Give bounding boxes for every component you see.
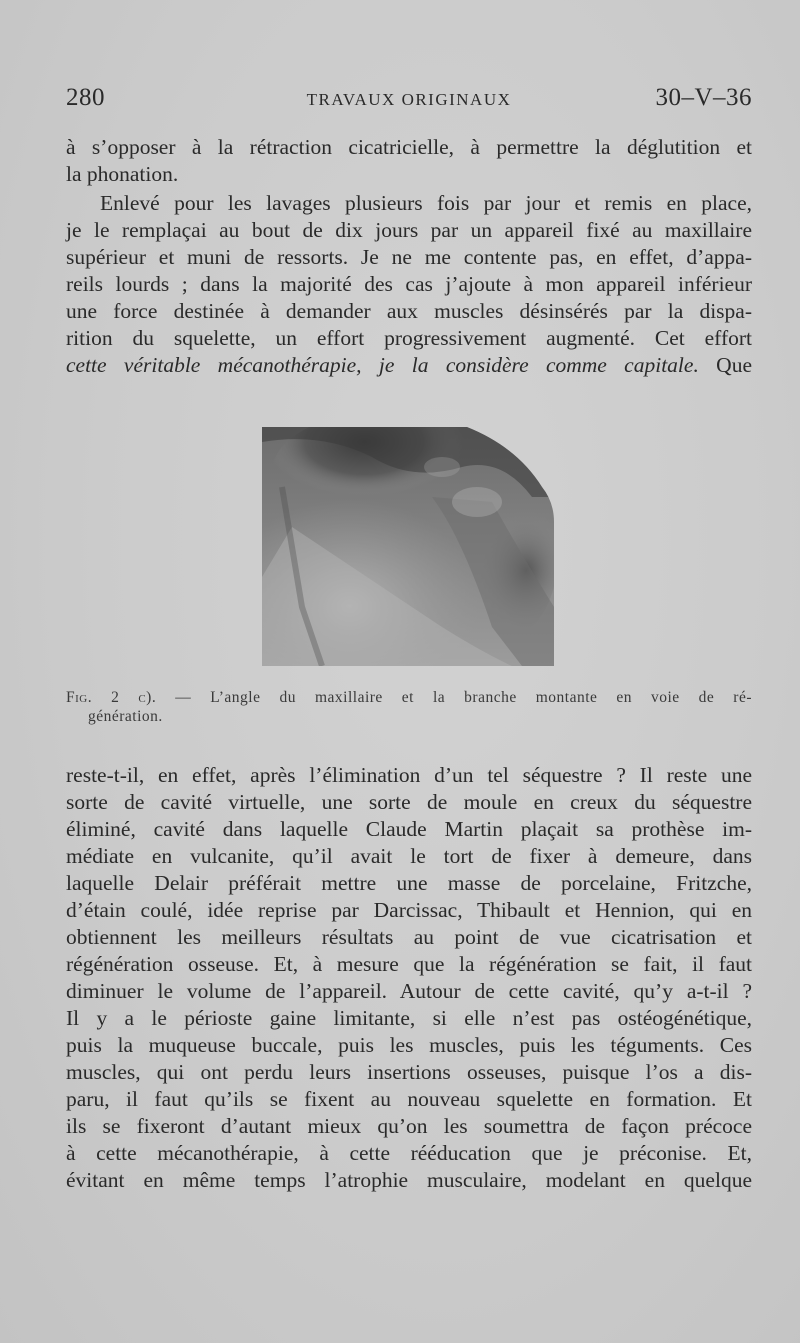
caption-line: génération. [88,708,163,725]
text-line: je le remplaçai au bout de dix jours par un appareil fixé au maxillaire [66,218,752,242]
caption-line [66,688,752,707]
italic-phrase: cette véritable mécanothérapie, je la considère comme capitale. [66,353,699,377]
text-line: à cette mécanothérapie, à cette rééducation que je préconise. Et, [66,1141,752,1165]
figure-caption [66,688,752,726]
text-line: d’étain coulé, idée reprise par Darcissac, Thibault et Hennion, qui en [66,898,752,922]
text-line: obtiennent les meilleurs résultats au point de vue cicatrisation et [66,925,752,949]
text-line: paru, il faut qu’ils se fixent au nouveau squelette en formation. Et [66,1087,752,1111]
page-number: 280 [66,84,105,111]
paragraph-1 [66,134,752,188]
caption-dash: — [156,689,211,706]
text-line-italic [66,352,752,379]
text-line: ils se fixeront d’autant mieux qu’on les soumettra de façon précoce [66,1114,752,1138]
radiograph-image [262,427,554,666]
text-line: puis la muqueuse buccale, puis les muscles, puis les téguments. Ces [66,1033,752,1057]
text-line: Enlevé pour les lavages plusieurs fois par jour et remis en place, [100,191,752,215]
figure-label: Fig. 2 c). [66,689,157,706]
text-line: régénération osseuse. Et, à mesure que la régénération se fait, il faut [66,952,752,976]
text-line: laquelle Delair préférait mettre une masse de porcelaine, Fritzche, [66,871,752,895]
text-line: la phonation. [66,162,179,186]
text-line: une force destinée à demander aux muscles désinsérés par la dispa- [66,299,752,323]
text-line: éliminé, cavité dans laquelle Claude Martin plaçait sa prothèse im- [66,817,752,841]
text-line: supérieur et muni de ressorts. Je ne me contente pas, en effet, d’appa- [66,245,752,269]
text-fragment: Que [698,353,752,377]
running-head [66,84,752,116]
text-line: diminuer le volume de l’appareil. Autour de cette cavité, qu’y a-t-il ? [66,979,752,1003]
text-line: muscles, qui ont perdu leurs insertions osseuses, puisque l’os a dis- [66,1060,752,1084]
text-line: rition du squelette, un effort progressivement augmenté. Cet effort [66,326,752,350]
caption-text: L’angle du maxillaire et la branche montante en voie de ré- [210,689,753,706]
text-line: évitant en même temps l’atrophie musculaire, modelant en quelque [66,1168,752,1192]
radiograph-figure [262,427,554,666]
text-line: médiate en vulcanite, qu’il avait le tort de fixer à demeure, dans [66,844,752,868]
text-line: Il y a le périoste gaine limitante, si elle n’est pas ostéogénétique, [66,1006,752,1030]
text-line: reste-t-il, en effet, après l’élimination d’un tel séquestre ? Il reste une [66,763,752,787]
paragraph-2 [66,190,752,379]
text-line: à s’opposer à la rétraction cicatricielle, à permettre la déglutition et [66,135,752,159]
running-title: TRAVAUX ORIGINAUX [306,90,512,109]
text-line: reils lourds ; dans la majorité des cas j’ajoute à mon appareil inférieur [66,272,752,296]
paragraph-3 [66,762,752,1194]
issue-date: 30–V–36 [655,84,752,111]
text-line: sorte de cavité virtuelle, une sorte de moule en creux du séquestre [66,790,752,814]
